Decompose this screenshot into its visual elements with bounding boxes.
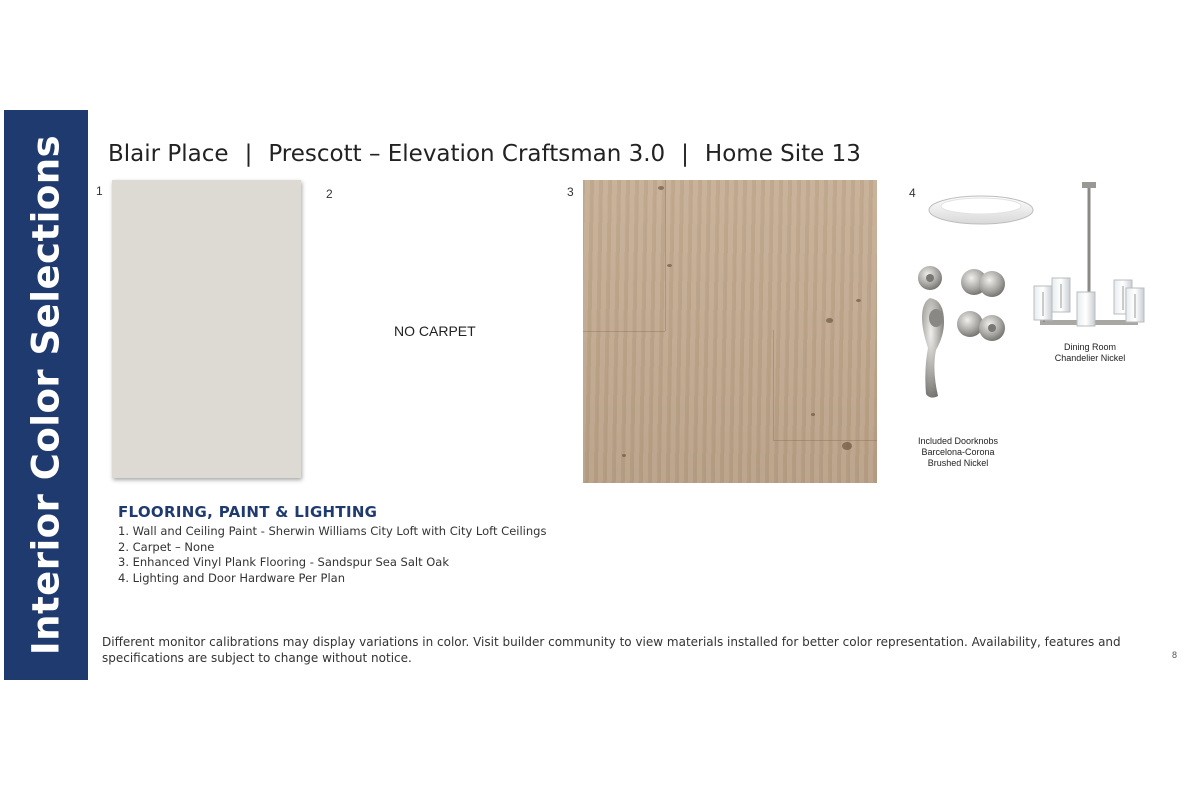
flooring-swatch [583, 180, 877, 483]
doorknobs-caption [905, 436, 1011, 469]
community-name: Blair Place [108, 141, 229, 167]
page-header [108, 141, 861, 167]
page-number: 8 [1172, 650, 1178, 660]
chandelier-caption-line2: Chandelier Nickel [1054, 353, 1126, 363]
flush-mount-light-icon [927, 188, 1035, 228]
selections-title: FLOORING, PAINT & LIGHTING [118, 503, 378, 521]
list-item: 1. Wall and Ceiling Paint - Sherwin Williams City Loft with City Loft Ceilings [118, 524, 547, 538]
doorknob-set-icon [914, 260, 1014, 405]
chandelier-icon [1030, 182, 1148, 337]
header-separator: | [244, 141, 253, 167]
panel-number-carpet: 2 [326, 187, 333, 201]
sidebar-title: Interior Color Selections [24, 134, 68, 656]
header-separator: | [681, 141, 689, 167]
no-carpet-label: NO CARPET [394, 323, 476, 339]
list-item: 3. Enhanced Vinyl Plank Flooring - Sandspur Sea Salt Oak [118, 555, 449, 569]
chandelier-caption-line1: Dining Room [1063, 342, 1117, 352]
disclaimer-text: Different monitor calibrations may display variations in color. Visit builder community to view materials installed for better color representation. Availability, features and specifications are subject to change without notice. [102, 635, 1121, 665]
list-item: 4. Lighting and Door Hardware Per Plan [118, 570, 345, 585]
chandelier-caption [1030, 342, 1150, 364]
doorknobs-caption-line1: Barcelona-Corona [921, 447, 995, 457]
doorknobs-caption-title: Included Doorknobs [917, 436, 999, 446]
homesite-name: Home Site 13 [704, 141, 861, 167]
plan-name: Prescott – Elevation Craftsman 3.0 [268, 141, 666, 167]
list-item: 2. Carpet – None [118, 539, 215, 554]
paint-swatch [112, 180, 301, 478]
panel-number-flooring: 3 [567, 185, 574, 199]
selections-list [118, 524, 546, 586]
panel-number-lighting: 4 [909, 186, 916, 200]
doorknobs-caption-line2: Brushed Nickel [927, 458, 989, 468]
panel-number-paint: 1 [96, 184, 103, 198]
